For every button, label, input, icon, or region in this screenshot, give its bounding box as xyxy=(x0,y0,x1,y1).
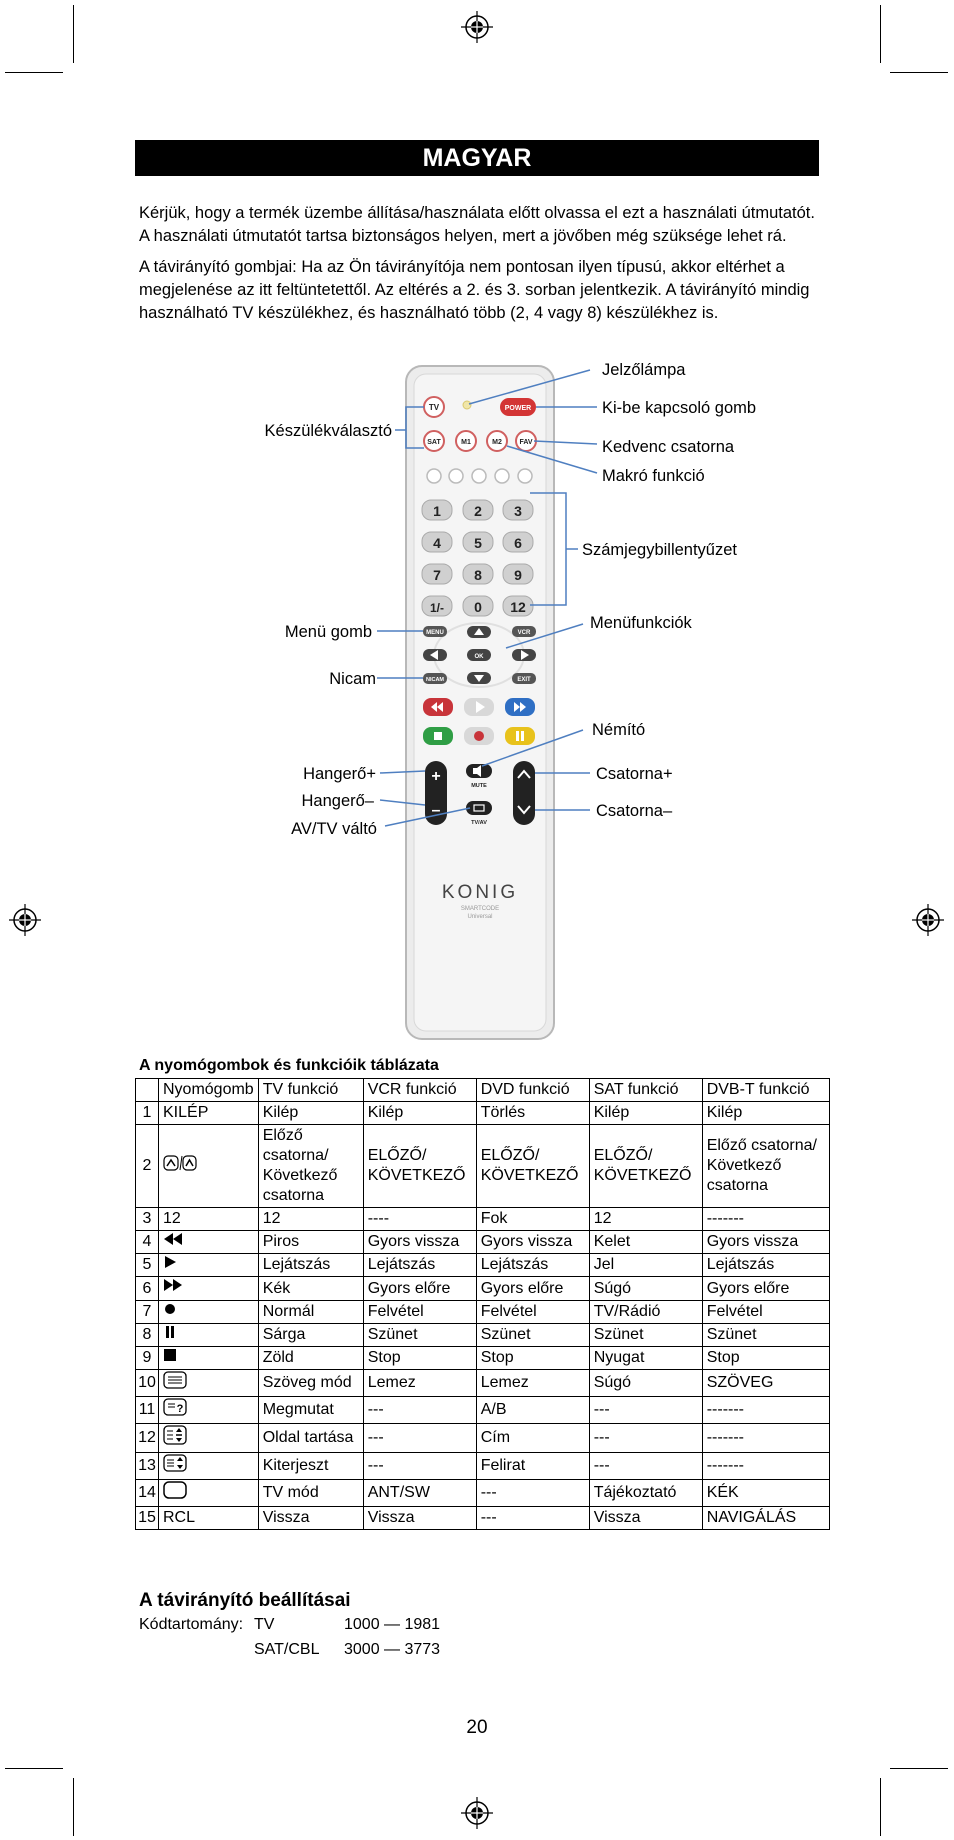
button-cell: KILÉP xyxy=(159,1102,259,1125)
stop-icon xyxy=(163,1348,177,1368)
vcr-function-cell: Lejátszás xyxy=(363,1254,476,1277)
dvbt-function-cell: Gyors előre xyxy=(702,1277,829,1300)
row-number: 6 xyxy=(136,1277,159,1300)
reveal-icon xyxy=(163,1398,187,1422)
crop-mark xyxy=(5,72,63,73)
record-icon xyxy=(474,731,484,741)
tv-function-cell: 12 xyxy=(258,1208,363,1231)
menu-button-label: Menü gomb xyxy=(284,623,372,641)
row-number: 5 xyxy=(136,1254,159,1277)
dvbt-function-cell: SZÖVEG xyxy=(702,1370,829,1397)
table-row xyxy=(136,1453,830,1480)
table-row xyxy=(136,1277,830,1300)
channel-up-label: Csatorna+ xyxy=(596,765,673,783)
column-header: VCR funkció xyxy=(363,1079,476,1102)
button-cell xyxy=(159,1370,259,1397)
sat-key-label: SAT xyxy=(427,439,441,446)
row-number: 3 xyxy=(136,1208,159,1231)
button-cell xyxy=(159,1125,259,1208)
sat-function-cell: Kelet xyxy=(589,1231,702,1254)
indicator-led xyxy=(463,401,471,409)
crop-mark xyxy=(73,1778,74,1836)
sat-function-cell: Jel xyxy=(589,1254,702,1277)
dvd-function-cell: A/B xyxy=(476,1397,589,1424)
vcr-function-cell: ANT/SW xyxy=(363,1480,476,1507)
tv-function-cell: Kiterjeszt xyxy=(258,1453,363,1480)
button-cell xyxy=(159,1453,259,1480)
crop-mark xyxy=(880,5,881,63)
dvd-function-cell: ELŐZŐ/ KÖVETKEZŐ xyxy=(476,1125,589,1208)
tv-function-cell: Megmutat xyxy=(258,1397,363,1424)
teletext-icon xyxy=(163,1371,187,1395)
sat-function-cell: 12 xyxy=(589,1208,702,1231)
vcr-function-cell: Felvétel xyxy=(363,1300,476,1323)
dvd-function-cell: Felvétel xyxy=(476,1300,589,1323)
row-number: 1 xyxy=(136,1102,159,1125)
volume-up-icon: + xyxy=(431,768,441,785)
row-number: 8 xyxy=(136,1323,159,1346)
table-title: A nyomógombok és funkcióik táblázata xyxy=(139,1057,439,1074)
code-range-label: Kódtartomány: xyxy=(139,1616,244,1633)
row-number: 2 xyxy=(136,1125,159,1208)
tv-function-cell: Lejátszás xyxy=(258,1254,363,1277)
intro-paragraph: A távirányító gombjai: Ha az Ön távirányítója nem pontosan ilyen típusú, akkor eltérhet a megjelenése az itt feltüntetettől. Az eltérés a 2. és 3. sorban jelentkezik. A távirányító mindig használható TV készülékhez, és használható több (2, 4 vagy 8) készülékhez is. xyxy=(139,258,810,322)
button-cell xyxy=(159,1323,259,1346)
crop-mark xyxy=(5,1768,63,1769)
dvd-function-cell: Lemez xyxy=(476,1370,589,1397)
av-tv-label: AV/TV váltó xyxy=(291,820,377,838)
sat-function-cell: --- xyxy=(589,1397,702,1424)
column-header: SAT funkció xyxy=(589,1079,702,1102)
button-cell xyxy=(159,1254,259,1277)
vcr-function-cell: --- xyxy=(363,1397,476,1424)
brand-logo: KONIG xyxy=(441,882,519,903)
tv-key-label: TV xyxy=(428,403,440,412)
dvd-function-cell: Törlés xyxy=(476,1102,589,1125)
sat-function-cell: --- xyxy=(589,1453,702,1480)
tv-function-cell: Oldal tartása xyxy=(258,1424,363,1453)
vcr-function-cell: --- xyxy=(363,1424,476,1453)
tvav-key-label: TV/AV xyxy=(471,820,487,826)
ok-key-label: OK xyxy=(474,654,484,660)
tv-function-cell: Piros xyxy=(258,1231,363,1254)
row-number: 12 xyxy=(136,1424,159,1453)
registration-mark-icon xyxy=(460,10,494,44)
brand-subtitle: Universal xyxy=(467,914,493,920)
sat-function-cell: Súgó xyxy=(589,1370,702,1397)
tv-mode-icon xyxy=(163,1481,187,1505)
dvd-function-cell: Gyors előre xyxy=(476,1277,589,1300)
dvd-function-cell: Stop xyxy=(476,1347,589,1370)
button-function-table xyxy=(135,1078,830,1530)
digit-key: 8 xyxy=(474,567,482,583)
digit-key: 2 xyxy=(474,503,482,519)
code-range-value: 1000 — 1981 xyxy=(344,1616,441,1633)
rewind-icon xyxy=(163,1232,185,1252)
exit-key-label: EXIT xyxy=(517,677,531,683)
button-cell xyxy=(159,1347,259,1370)
record-icon xyxy=(163,1302,177,1322)
digit-key: 3 xyxy=(514,503,522,519)
remote-diagram xyxy=(0,355,954,1045)
sat-function-cell: TV/Rádió xyxy=(589,1300,702,1323)
numpad-label: Számjegybillentyűzet xyxy=(582,541,737,559)
dvbt-function-cell: Szünet xyxy=(702,1323,829,1346)
button-cell xyxy=(159,1480,259,1507)
nicam-key-label: NICAM xyxy=(425,677,445,683)
table-row xyxy=(136,1370,830,1397)
table-row xyxy=(136,1125,830,1208)
dvbt-function-cell: Felvétel xyxy=(702,1300,829,1323)
tv-function-cell: TV mód xyxy=(258,1480,363,1507)
vcr-function-cell: --- xyxy=(363,1453,476,1480)
dvbt-function-cell: KÉK xyxy=(702,1480,829,1507)
updown-icon xyxy=(163,1155,197,1177)
button-cell xyxy=(159,1300,259,1323)
table-row xyxy=(136,1323,830,1346)
page-number: 20 xyxy=(466,1717,488,1738)
dvd-function-cell: Cím xyxy=(476,1424,589,1453)
intro-paragraph: Kérjük, hogy a termék üzembe állítása/használata előtt olvassa el ezt a használati útmutatót. xyxy=(139,204,815,222)
row-number: 9 xyxy=(136,1347,159,1370)
pause-icon xyxy=(521,731,524,741)
button-cell xyxy=(159,1424,259,1453)
digit-key: 6 xyxy=(514,535,522,551)
volume-down-icon: – xyxy=(431,802,441,819)
setup-title: A távirányító beállításai xyxy=(139,1590,351,1611)
crop-mark xyxy=(890,1768,948,1769)
sat-function-cell: ELŐZŐ/ KÖVETKEZŐ xyxy=(589,1125,702,1208)
vcr-function-cell: Gyors előre xyxy=(363,1277,476,1300)
button-cell xyxy=(159,1231,259,1254)
table-row xyxy=(136,1424,830,1453)
vcr-function-cell: Vissza xyxy=(363,1507,476,1530)
fav-label: Kedvenc csatorna xyxy=(602,438,735,456)
crop-mark xyxy=(890,72,948,73)
table-row xyxy=(136,1102,830,1125)
mute-key-label: MUTE xyxy=(471,783,487,789)
digit-key: 1 xyxy=(433,503,441,519)
dvbt-function-cell: Kilép xyxy=(702,1102,829,1125)
dvd-function-cell: Lejátszás xyxy=(476,1254,589,1277)
digit-key: 4 xyxy=(433,535,441,551)
dvbt-function-cell: Előző csatorna/ Következő csatorna xyxy=(702,1125,829,1208)
tv-function-cell: Normál xyxy=(258,1300,363,1323)
code-range-device: TV xyxy=(254,1616,275,1633)
column-header xyxy=(136,1079,159,1102)
vcr-function-cell: Stop xyxy=(363,1347,476,1370)
tv-function-cell: Kilép xyxy=(258,1102,363,1125)
play-icon xyxy=(163,1255,177,1275)
m2-key-label: M2 xyxy=(492,439,502,446)
vcr-function-cell: ELŐZŐ/ KÖVETKEZŐ xyxy=(363,1125,476,1208)
dvd-function-cell: Felirat xyxy=(476,1453,589,1480)
power-key-label: POWER xyxy=(504,405,532,412)
tv-function-cell: Vissza xyxy=(258,1507,363,1530)
code-range-device: SAT/CBL xyxy=(254,1641,320,1658)
table-row xyxy=(136,1254,830,1277)
row-number: 11 xyxy=(136,1397,159,1424)
mute-label: Némító xyxy=(592,721,646,739)
dvbt-function-cell: Lejátszás xyxy=(702,1254,829,1277)
pause-icon xyxy=(516,731,519,741)
tv-function-cell: Szöveg mód xyxy=(258,1370,363,1397)
stop-icon xyxy=(434,732,442,740)
row-number: 14 xyxy=(136,1480,159,1507)
sat-function-cell: Súgó xyxy=(589,1277,702,1300)
fav-key-label: FAV xyxy=(519,439,533,446)
pause-icon xyxy=(163,1325,177,1345)
table-row xyxy=(136,1231,830,1254)
vcr-function-cell: ---- xyxy=(363,1208,476,1231)
remote-illustration xyxy=(0,355,954,1045)
power-label: Ki-be kapcsoló gomb xyxy=(602,399,757,417)
dvd-function-cell: Szünet xyxy=(476,1323,589,1346)
tv-function-cell: Sárga xyxy=(258,1323,363,1346)
vcr-function-cell: Gyors vissza xyxy=(363,1231,476,1254)
digit-key: 1/- xyxy=(429,601,445,615)
button-cell: 12 xyxy=(159,1208,259,1231)
language-header: MAGYAR xyxy=(135,140,819,176)
table-row xyxy=(136,1300,830,1323)
column-header: DVB-T funkció xyxy=(702,1079,829,1102)
hold-icon xyxy=(163,1425,187,1451)
table-row xyxy=(136,1347,830,1370)
volume-up-label: Hangerő+ xyxy=(303,765,376,783)
dvd-function-cell: Gyors vissza xyxy=(476,1231,589,1254)
nicam-label: Nicam xyxy=(329,670,376,688)
macro-label: Makró funkció xyxy=(602,467,705,485)
row-number: 13 xyxy=(136,1453,159,1480)
code-range-value: 3000 — 3773 xyxy=(344,1641,441,1658)
vcr-function-cell: Szünet xyxy=(363,1323,476,1346)
digit-key: 12 xyxy=(510,599,526,615)
button-cell xyxy=(159,1397,259,1424)
dvd-function-cell: Fok xyxy=(476,1208,589,1231)
row-number: 4 xyxy=(136,1231,159,1254)
intro-text xyxy=(139,202,819,333)
dvbt-function-cell: ------- xyxy=(702,1453,829,1480)
intro-paragraph: A használati útmutatót tartsa biztonságos helyen, mert a jövőben még szüksége lehet rá. xyxy=(139,227,787,245)
registration-mark-icon xyxy=(460,1796,494,1830)
dvbt-function-cell: Stop xyxy=(702,1347,829,1370)
table-header-row xyxy=(136,1079,830,1102)
column-header: DVD funkció xyxy=(476,1079,589,1102)
m1-key-label: M1 xyxy=(461,439,471,446)
dvd-function-cell: --- xyxy=(476,1507,589,1530)
crop-mark xyxy=(73,5,74,63)
menu-functions-label: Menüfunkciók xyxy=(590,614,692,632)
vcr-key-label: VCR xyxy=(517,630,531,636)
device-select-label: Készülékválasztó xyxy=(264,422,392,440)
digit-key: 9 xyxy=(514,567,522,583)
table-row xyxy=(136,1507,830,1530)
vcr-function-cell: Kilép xyxy=(363,1102,476,1125)
table-row xyxy=(136,1208,830,1231)
dvbt-function-cell: ------- xyxy=(702,1397,829,1424)
pause-key xyxy=(505,727,535,745)
table-body xyxy=(136,1102,830,1530)
dvd-function-cell: --- xyxy=(476,1480,589,1507)
column-header: TV funkció xyxy=(258,1079,363,1102)
dvbt-function-cell: NAVIGÁLÁS xyxy=(702,1507,829,1530)
dvbt-function-cell: ------- xyxy=(702,1208,829,1231)
digit-key: 0 xyxy=(474,599,482,615)
crop-mark xyxy=(880,1778,881,1836)
button-cell: RCL xyxy=(159,1507,259,1530)
sat-function-cell: Tájékoztató xyxy=(589,1480,702,1507)
dvbt-function-cell: ------- xyxy=(702,1424,829,1453)
dvbt-function-cell: Gyors vissza xyxy=(702,1231,829,1254)
sat-function-cell: Szünet xyxy=(589,1323,702,1346)
sat-function-cell: Kilép xyxy=(589,1102,702,1125)
brand-subtitle: SMARTCODE xyxy=(460,906,500,912)
vcr-function-cell: Lemez xyxy=(363,1370,476,1397)
button-cell xyxy=(159,1277,259,1300)
menu-key-label: MENU xyxy=(426,630,444,636)
channel-down-label: Csatorna– xyxy=(596,802,673,820)
row-number: 15 xyxy=(136,1507,159,1530)
row-number: 7 xyxy=(136,1300,159,1323)
indicator-label: Jelzőlámpa xyxy=(602,361,686,379)
table-row xyxy=(136,1480,830,1507)
tv-function-cell: Zöld xyxy=(258,1347,363,1370)
tv-function-cell: Kék xyxy=(258,1277,363,1300)
sat-function-cell: Nyugat xyxy=(589,1347,702,1370)
tv-function-cell: Előző csatorna/ Következő csatorna xyxy=(258,1125,363,1208)
digit-key: 5 xyxy=(474,535,482,551)
sat-function-cell: --- xyxy=(589,1424,702,1453)
sat-function-cell: Vissza xyxy=(589,1507,702,1530)
table-row xyxy=(136,1397,830,1424)
volume-down-label: Hangerő– xyxy=(301,792,374,810)
expand-icon xyxy=(163,1454,187,1478)
row-number: 10 xyxy=(136,1370,159,1397)
digit-key: 7 xyxy=(433,567,441,583)
fast-forward-icon xyxy=(163,1278,185,1298)
svg-text:?: ? xyxy=(176,1403,184,1416)
column-header: Nyomógomb xyxy=(159,1079,259,1102)
